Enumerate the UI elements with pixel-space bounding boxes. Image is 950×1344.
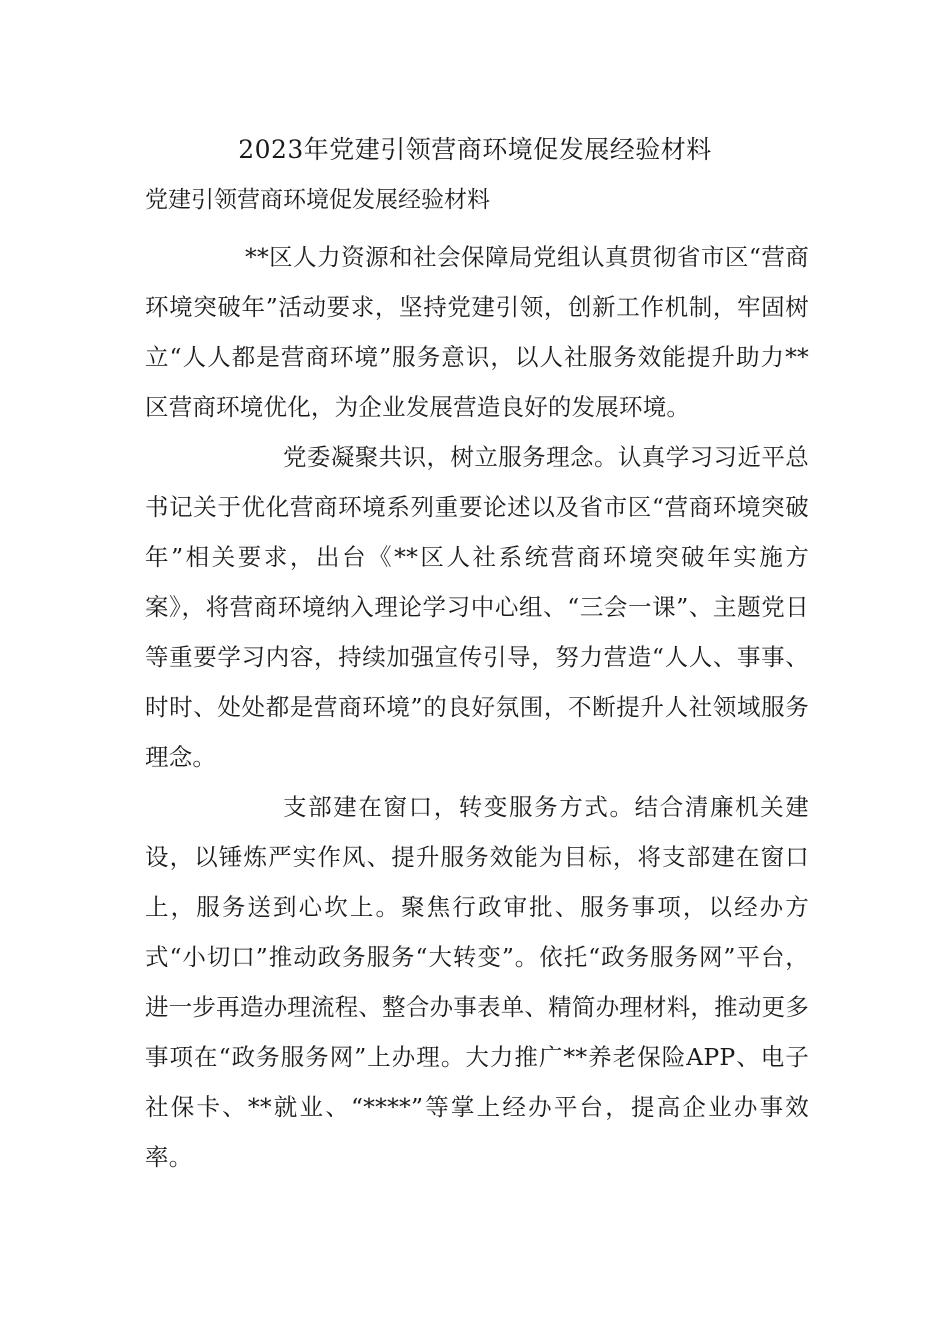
- paragraph-party-committee: 党委凝聚共识，树立服务理念。认真学习习近平总书记关于优化营商环境系列重要论述以及省市区“营商环境突破年”相关要求，出台《**区人社系统营商环境突破年实施方案》，将营商环境纳入理论学习中心组、“三会一课”、主题党日等重要学习内容，持续加强宣传引导，努力营造“人人、事事、时时、处处都是营商环境”的良好氛围，不断提升人社领域服务理念。: [145, 443, 809, 771]
- document-body: [145, 232, 809, 1182]
- document-subtitle: 党建引领营商环境促发展经验材料: [145, 187, 490, 213]
- document-title: 2023年党建引领营商环境促发展经验材料: [238, 135, 712, 164]
- paragraph-intro: **区人力资源和社会保障局党组认真贯彻省市区“营商环境突破年”活动要求，坚持党建引领，创新工作机制，牢固树立“人人都是营商环境”服务意识，以人社服务效能提升助力**区营商环境优化，为企业发展营造良好的发展环境。: [145, 243, 809, 421]
- paragraph-branch-window: 支部建在窗口，转变服务方式。结合清廉机关建设，以锤炼严实作风、提升服务效能为目标，将支部建在窗口上，服务送到心坎上。聚焦行政审批、服务事项，以经办方式“小切口”推动政务服务“大转变”。依托“政务服务网”平台，进一步再造办理流程、整合办事表单、精简办理材料，推动更多事项在“政务服务网”上办理。大力推广**养老保险APP、电子社保卡、**就业、“****”等掌上经办平台，提高企业办事效率。: [145, 793, 809, 1171]
